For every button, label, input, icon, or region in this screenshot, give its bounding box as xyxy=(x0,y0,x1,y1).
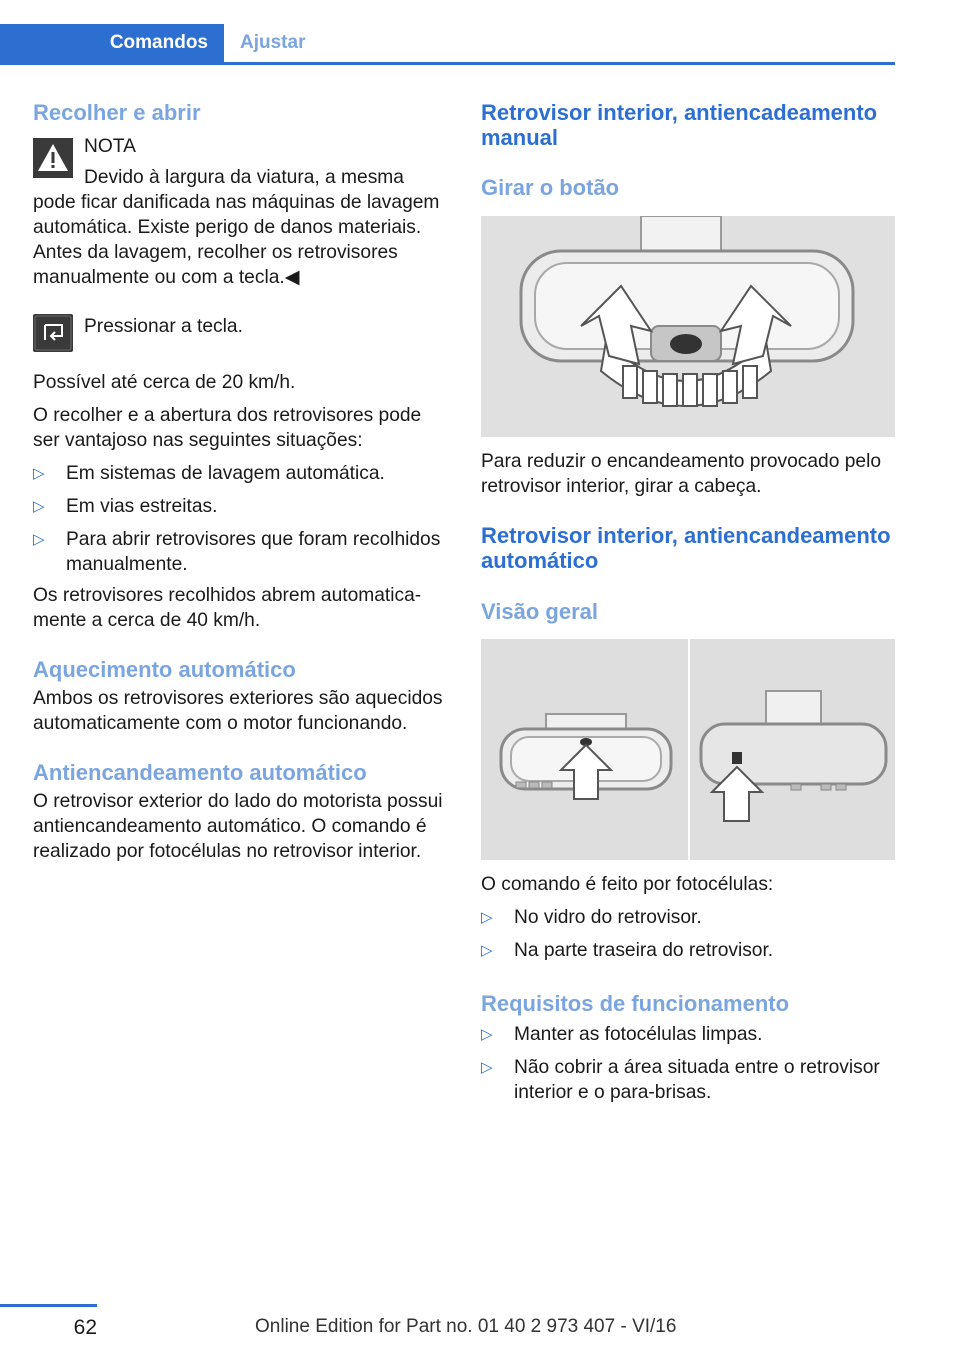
tab-comandos[interactable]: Comandos xyxy=(0,24,224,62)
mirror-knob-drawing xyxy=(481,216,895,437)
bullet-icon: ▷ xyxy=(481,909,493,926)
bullet-icon: ▷ xyxy=(481,1026,493,1043)
list-item xyxy=(33,494,448,519)
fold-intro: O recolher e a abertura dos retrovisores pode ser vantajoso nas seguintes situações: xyxy=(33,405,422,451)
list-item-text: Manter as fotocélulas limpas. xyxy=(514,1024,763,1045)
right-column xyxy=(481,100,895,1113)
list-item xyxy=(33,461,448,486)
photocells-illustration xyxy=(481,639,895,860)
footer-rule xyxy=(0,1304,97,1307)
bullet-icon: ▷ xyxy=(481,942,493,959)
page-number: 62 xyxy=(73,1316,97,1339)
list-item xyxy=(481,1055,895,1105)
list-item-text: Na parte traseira do retrovisor. xyxy=(514,940,774,961)
list-item-text: Em sistemas de lavagem automática. xyxy=(66,463,385,484)
photocells-list xyxy=(481,905,895,963)
list-item-text: Para abrir retrovisores que foram recolhidos manualmente. xyxy=(66,529,441,575)
heading-manual-antiglare: Retrovisor interior, antiencadeamento manual xyxy=(481,100,878,150)
note-text xyxy=(33,165,448,290)
warning-note xyxy=(33,134,448,290)
mirror-knob-illustration xyxy=(481,216,895,437)
fold-situations-list xyxy=(33,461,448,577)
left-column xyxy=(33,100,448,872)
list-item xyxy=(481,1022,895,1047)
list-item-text: Não cobrir a área situada entre o retrovisor interior e o para-brisas. xyxy=(514,1057,880,1103)
possible-speed: Possível até cerca de 20 km/h. xyxy=(33,372,296,393)
note-text-content: Devido à largura da viatura, a mesma pode ficar danificada nas máquinas de lavagem automática. Existe perigo de danos materiais. Antes da lavagem, recolher os retrovisores manualmente ou com a tecla.◀ xyxy=(33,167,440,288)
tab-ajustar[interactable]: Ajustar xyxy=(240,32,306,53)
fold-mirror-button-icon xyxy=(33,314,73,352)
press-key-text: Pressionar a tecla. xyxy=(84,316,243,337)
header-tab-bar xyxy=(0,24,895,65)
heading-auto-antiglare: Retrovisor interior, antiencandeamento automático xyxy=(481,523,891,573)
requisitos-list xyxy=(481,1022,895,1105)
auto-open-text: Os retrovisores recolhidos abrem automaticamente a cerca de 40 km/h. xyxy=(33,585,422,631)
heading-visao-geral: Visão geral xyxy=(481,599,598,624)
antiencandeamento-text: O retrovisor exterior do lado do motorista possui antiencandeamento automático. O comando é realizado por fotocélulas no retrovisor interior. xyxy=(33,791,443,862)
bullet-icon: ▷ xyxy=(33,531,45,548)
warning-icon xyxy=(33,138,73,178)
photocells-drawing xyxy=(481,639,895,860)
list-item xyxy=(481,905,895,930)
bullet-icon: ▷ xyxy=(33,498,45,515)
bullet-icon: ▷ xyxy=(481,1059,493,1076)
edition-text: Online Edition for Part no. 01 40 2 973 407 - VI/16 xyxy=(255,1316,677,1337)
photocells-intro: O comando é feito por fotocélulas: xyxy=(481,874,774,895)
aquecimento-text: Ambos os retrovisores exteriores são aquecidos automaticamente com o motor funcionando. xyxy=(33,688,443,734)
list-item-text: No vidro do retrovisor. xyxy=(514,907,702,928)
list-item xyxy=(481,938,895,963)
heading-girar: Girar o botão xyxy=(481,175,620,200)
list-item-text: Em vias estreitas. xyxy=(66,496,218,517)
bullet-icon: ▷ xyxy=(33,465,45,482)
girar-text: Para reduzir o encandeamento provocado pelo retrovisor interior, girar a cabeça. xyxy=(481,451,882,497)
key-note xyxy=(33,312,448,360)
heading-recolher: Recolher e abrir xyxy=(33,100,201,125)
heading-aquecimento: Aquecimento automático xyxy=(33,657,296,682)
note-title: NOTA xyxy=(84,136,136,157)
heading-requisitos: Requisitos de funcionamento xyxy=(481,991,790,1016)
list-item xyxy=(33,527,448,577)
heading-antiencandeamento: Antiencandeamento automático xyxy=(33,760,367,785)
